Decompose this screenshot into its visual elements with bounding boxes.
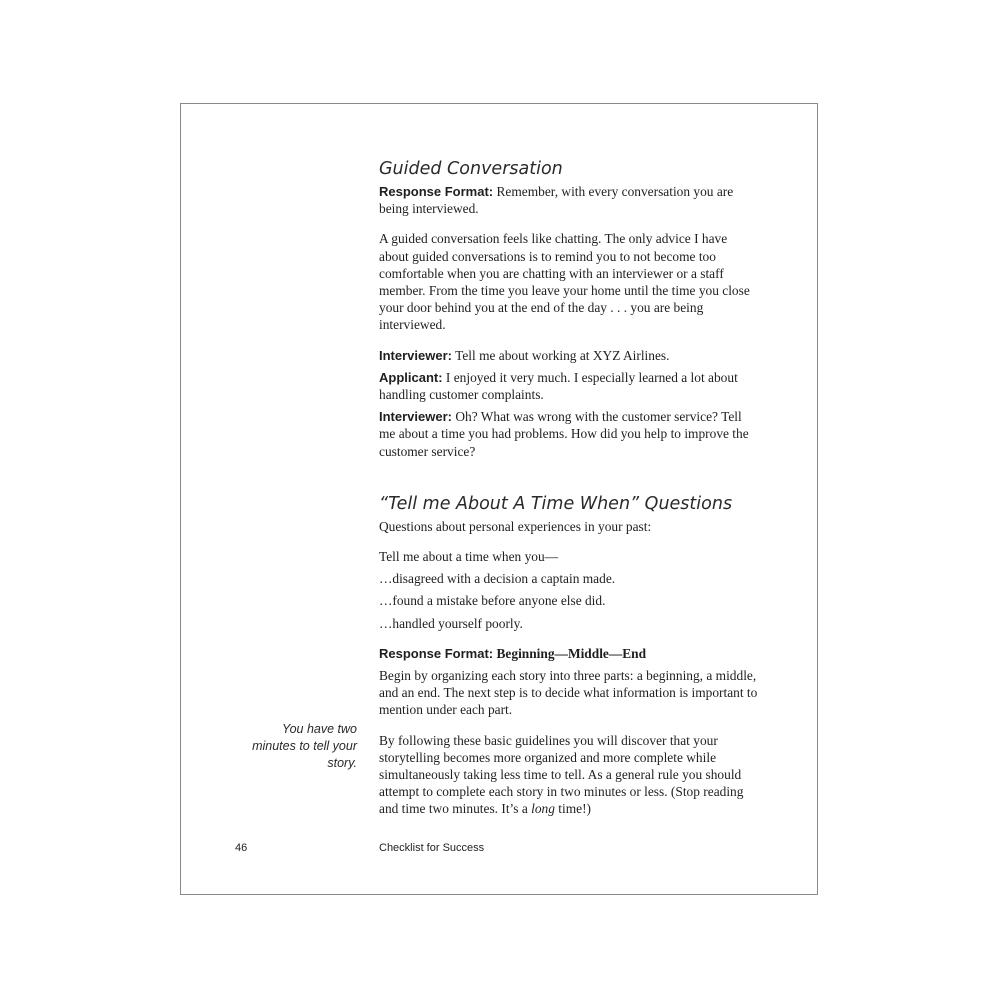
guidelines-text: By following these basic guidelines you will discover that your storytelling becomes more organized and more complete while simultaneously taking less time to tell. As a general rule you should attempt to complete each story in two minutes or less. (Stop reading and time two minutes. It’s a: [379, 732, 744, 817]
margin-note: You have two minutes to tell your story.: [252, 722, 357, 770]
question-item: …found a mistake before anyone else did.: [379, 593, 606, 609]
dialogue-text: Oh? What was wrong with the customer service? Tell me about a time you had problems. How did you help to improve the customer service?: [379, 409, 749, 459]
response-format-label: Response Format:: [379, 645, 494, 661]
response-format-value: Beginning—Middle—End: [496, 645, 647, 661]
dialogue-speaker: Interviewer:: [379, 347, 452, 363]
dialogue-line: [379, 369, 759, 403]
section2-intro: Questions about personal experiences in your past:: [379, 518, 652, 534]
dialogue-line: [379, 347, 759, 364]
response-format-label: Response Format:: [379, 184, 494, 199]
guidelines-text-end: time!): [554, 801, 591, 817]
response-format-paragraph: [379, 183, 759, 217]
section-heading-tell-me-about-a-time: “Tell me About A Time When” Questions: [379, 493, 733, 514]
response-format-text: Remember, with every conversation you are being interviewed.: [379, 184, 734, 217]
guidelines-emphasis: long: [531, 801, 555, 817]
dialogue-line: [379, 408, 759, 460]
dialogue-text: I enjoyed it very much. I especially learned a lot about handling customer complaints.: [379, 369, 738, 403]
response-format-paragraph: [379, 645, 759, 662]
guidelines-paragraph: [379, 732, 759, 818]
question-prompt: Tell me about a time when you—: [379, 549, 559, 565]
dialogue-speaker: Interviewer:: [379, 409, 452, 425]
question-item: …handled yourself poorly.: [379, 615, 523, 631]
dialogue-text: Tell me about working at XYZ Airlines.: [451, 347, 670, 363]
running-footer-title: Checklist for Success: [379, 842, 485, 854]
dialogue-speaker: Applicant:: [379, 369, 443, 385]
main-content: [379, 158, 759, 818]
organizing-paragraph: Begin by organizing each story into three parts: a beginning, a middle, and an end. The next step is to decide what information is important to mention under each part.: [379, 668, 758, 718]
guided-conversation-paragraph: A guided conversation feels like chatting. The only advice I have about guided conversations is to remind you to not become too comfortable when you are chatting with an interviewer or a staff member. From the time you leave your home until the time you close your door behind you at the end of the day . . . you are being interviewed.: [379, 231, 750, 333]
question-item: …disagreed with a decision a captain made.: [379, 571, 616, 587]
section-heading-guided-conversation: Guided Conversation: [379, 159, 563, 179]
page-number: 46: [235, 842, 248, 854]
